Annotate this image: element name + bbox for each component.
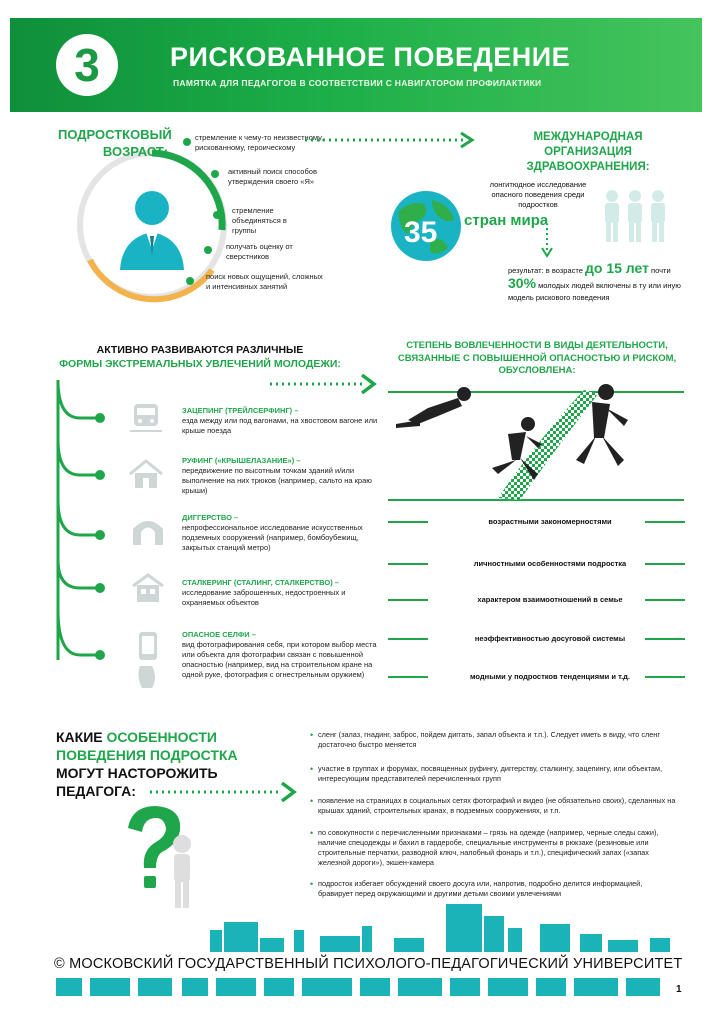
- factor-item: характером взаимоотношений в семье: [477, 595, 623, 604]
- who-result: [508, 262, 698, 304]
- tunnel-icon: [130, 515, 166, 547]
- trait-item: стремление объединяться в группы: [232, 206, 287, 235]
- page-title: РИСКОВАННОЕ ПОВЕДЕНИЕ: [170, 42, 571, 72]
- degree-title-text: СТЕПЕНЬ ВОВЛЕЧЕННОСТИ В ВИДЫ ДЕЯТЕЛЬНОСТИ, СВЯЗАННЫЕ С ПОВЫШЕННОЙ ОПАСНОСТЬЮ И РИСКОМ, ОБУСЛОВЛЕНА:: [397, 340, 677, 376]
- globe-icon: [390, 190, 462, 262]
- extreme-form-item: [182, 578, 382, 608]
- trait-dot: [204, 246, 212, 254]
- warning-bullet: • подросток избегает обсуждений своего досуга или, напротив, подробно делится информацией, бравирует перед окружающими и другими детьми своими увлечениями: [318, 879, 678, 899]
- extreme-form-desc: вид фотографирования себя, при котором выбор места или объекта для фотографии связан с повышенной опасностью (например, вид на строительном кране на одной руке, фотография с огнестрельным оружием): [182, 640, 377, 679]
- crawling-figure-icon: [396, 387, 471, 428]
- trait-item: стремление к чему-то неизвестному, рискованному, героическому: [195, 133, 324, 152]
- who-title: МЕЖДУНАРОДНАЯ ОРГАНИЗАЦИЯ ЗДРАВООХРАНЕНИЯ:: [526, 131, 650, 173]
- extreme-form-item: [182, 630, 382, 680]
- extreme-form-desc: непрофессиональное исследование искусственных подземных сооружений (например, бомбоубежищ, закрытых станций метро): [182, 523, 363, 552]
- header-banner: [10, 18, 702, 112]
- countries-label: стран мира: [464, 212, 549, 229]
- abandoned-building-icon: [130, 572, 166, 604]
- factor-item: неэффективностью досуговой системы: [474, 634, 626, 643]
- extreme-form-name: ДИГГЕРСТВО –: [182, 513, 239, 522]
- factor-item: модными у подростков тенденциями и т.д.: [469, 672, 631, 681]
- extreme-form-desc: исследование заброшенных, недостроенных и охраняемых объектов: [182, 588, 346, 607]
- tree-connector: [40, 380, 120, 680]
- section-number-badge: 3: [56, 34, 118, 96]
- warning-bullet: • по совокупности с перечисленными признаками – грязь на одежде (например, черные следы сажи), наличие спецодежды и бахил в гардеробе, специальные инструменты в рюкзаке (резиновые или строительные перчатки, разводной ключ, налобный фонарь и т.п.), специфический запах («запах железной дороги»), экшен-камера: [318, 828, 678, 868]
- thinking-figure-icon: [173, 835, 191, 908]
- page-number: 1: [676, 984, 682, 995]
- result-almost: почти: [651, 266, 671, 275]
- degree-title: [392, 340, 682, 378]
- forms-title-line1: АКТИВНО РАЗВИВАЮТСЯ РАЗЛИЧНЫЕ: [96, 344, 304, 356]
- trait-dot: [186, 277, 194, 285]
- warning-title-part1: КАКИЕ: [56, 729, 107, 745]
- dotted-arrow-icon: [150, 780, 300, 804]
- page-subtitle: ПАМЯТКА ДЛЯ ПЕДАГОГОВ В СООТВЕТСТВИИ С НАВИГАТОРОМ ПРОФИЛАКТИКИ: [173, 78, 542, 88]
- extreme-form-desc: езда между или под вагонами, на хвостовом вагоне или крыше поезда: [182, 416, 378, 435]
- extreme-form-name: ЗАЦЕПИНГ (ТРЕЙЛСЕРФИНГ) –: [182, 406, 299, 415]
- trait-item: получать оценку от сверстников: [226, 242, 293, 261]
- countries-number: 35: [404, 216, 438, 249]
- extreme-form-item: [182, 456, 382, 496]
- result-age: до 15 лет: [584, 260, 649, 276]
- selfie-icon: [130, 630, 166, 690]
- city-skyline: [10, 900, 702, 1000]
- trait-item: активный поиск способов утверждения своего «Я»: [228, 167, 317, 186]
- extreme-form-name: ОПАСНОЕ СЕЛФИ –: [182, 630, 256, 639]
- extreme-form-item: [182, 406, 382, 436]
- extreme-form-item: [182, 513, 382, 553]
- result-rest: молодых людей включены в ту или иную модель рискового поведения: [508, 281, 681, 302]
- dotted-arrow-icon: [305, 130, 480, 150]
- teen-age-title: ПОДРОСТКОВЫЙ ВОЗРАСТ:: [58, 127, 172, 159]
- forms-title-line2: ФОРМЫ ЭКСТРЕМАЛЬНЫХ УВЛЕЧЕНИЙ МОЛОДЕЖИ:: [59, 358, 341, 370]
- result-prefix: результат: в возрасте: [508, 266, 583, 275]
- trait-dot: [211, 170, 219, 178]
- study-description: лонгитюдное исследование опасного поведения среди подростков: [489, 180, 587, 209]
- factor-item: возрастными закономерностями: [488, 517, 612, 526]
- trait-dot: [213, 211, 221, 219]
- extreme-form-desc: передвижение по высотным точкам зданий и/или выполнение на них трюков (например, сальто на краю крыши): [182, 466, 372, 495]
- warning-title-part3: МОГУТ НАСТОРОЖИТЬ ПЕДАГОГА:: [56, 765, 218, 799]
- warning-title-part2: ОСОБЕННОСТИ ПОВЕДЕНИЯ ПОДРОСТКА: [56, 729, 238, 763]
- down-arrow-icon: [541, 228, 553, 258]
- copyright: © МОСКОВСКИЙ ГОСУДАРСТВЕННЫЙ ПСИХОЛОГО-ПЕДАГОГИЧЕСКИЙ УНИВЕРСИТЕТ: [54, 956, 683, 972]
- question-mark-icon: [118, 802, 208, 912]
- result-percent: 30%: [508, 275, 537, 291]
- runners-illustration: [388, 380, 684, 504]
- factor-item: личностными особенностями подростка: [473, 559, 627, 568]
- train-icon: [128, 402, 164, 434]
- extreme-form-name: РУФИНГ («КРЫШЕЛАЗАНИЕ») –: [182, 456, 301, 465]
- people-group-icon: [600, 188, 670, 244]
- warning-bullet: • сленг (залаз, гнадинг, заброс, пойдем диггать, запал объекта и т.п.). Следует иметь в виду, что сленг достаточно быстро меняется: [318, 730, 678, 750]
- trait-item: поиск новых ощущений, сложных и интенсивных занятий: [206, 272, 323, 291]
- forms-title: [50, 343, 350, 371]
- house-roof-icon: [128, 458, 164, 490]
- dotted-arrow-icon: [270, 372, 380, 396]
- warning-bullet: • появление на страницах в социальных сетях фотографий и видео (не обязательно своих), сделанных на крышах зданий, строительных кранах, в подземных сооружениях, и т.п.: [318, 796, 678, 816]
- trait-dot: [183, 138, 191, 146]
- extreme-form-name: СТАЛКЕРИНГ (СТАЛИНГ, СТАЛКЕРСТВО) –: [182, 578, 339, 587]
- warning-bullet: • участие в группах и форумах, посвященных руфингу, диггерству, сталкингу, зацепингу, или объектам, интересующим представителей перечисленных групп: [318, 764, 678, 784]
